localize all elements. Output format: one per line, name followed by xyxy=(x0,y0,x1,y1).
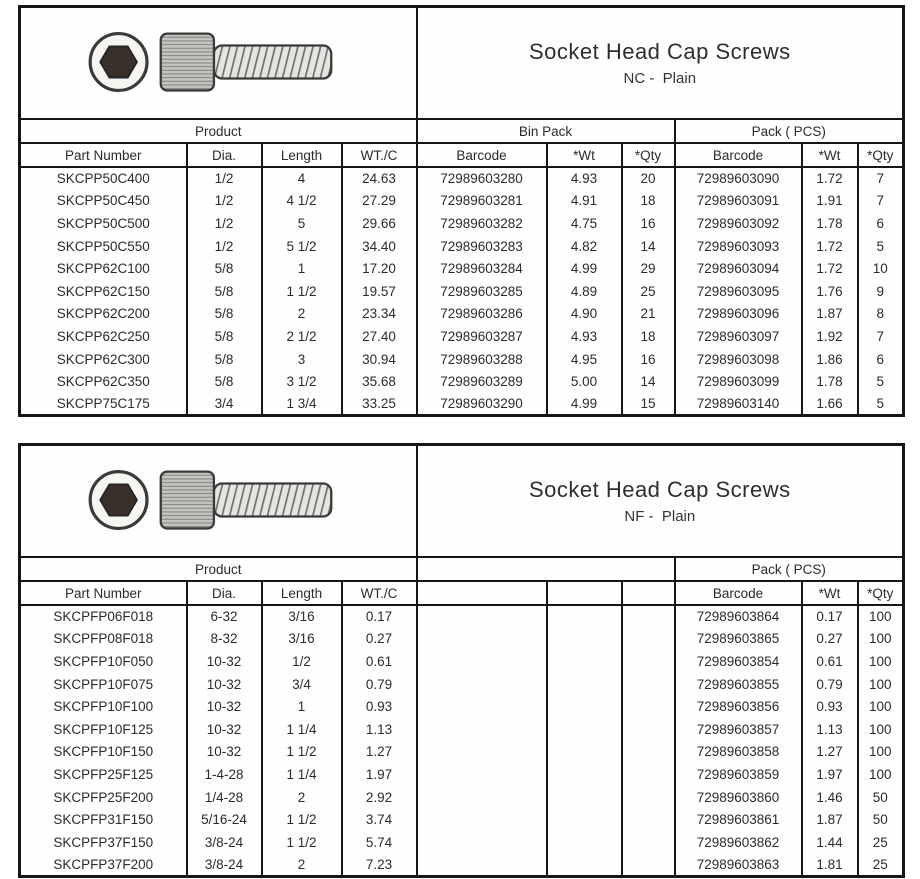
dia-cell: 10-32 xyxy=(187,718,262,741)
pack-wt-cell: 1.76 xyxy=(802,280,858,303)
table-row xyxy=(20,257,904,280)
length-cell: 2 xyxy=(262,854,342,877)
pack-wt-cell: 0.17 xyxy=(802,605,858,628)
pack-barcode-cell: 72989603860 xyxy=(675,786,802,809)
pack-barcode-cell: 72989603858 xyxy=(675,741,802,764)
col-dia: Dia. xyxy=(187,143,262,167)
group-header-row xyxy=(20,119,904,143)
pack-wt-cell: 1.27 xyxy=(802,741,858,764)
dia-cell: 1-4-28 xyxy=(187,763,262,786)
dia-cell: 5/8 xyxy=(187,257,262,280)
col-length: Length xyxy=(262,143,342,167)
dia-cell: 1/4-28 xyxy=(187,786,262,809)
dia-cell: 10-32 xyxy=(187,741,262,764)
pack-wt-cell: 1.81 xyxy=(802,854,858,877)
col-pack-barcode: Barcode xyxy=(675,581,802,605)
wtc-cell: 1.13 xyxy=(342,718,417,741)
dia-cell: 1/2 xyxy=(187,235,262,258)
pack-wt-cell: 0.79 xyxy=(802,673,858,696)
bin-qty-cell: 15 xyxy=(622,393,675,416)
dia-cell: 5/8 xyxy=(187,325,262,348)
dia-cell: 10-32 xyxy=(187,673,262,696)
pack-barcode-cell: 72989603859 xyxy=(675,763,802,786)
pack-wt-cell: 1.72 xyxy=(802,167,858,190)
screw-table-nf-plain xyxy=(18,443,905,878)
pack-qty-cell: 25 xyxy=(858,831,904,854)
bin-barcode-cell: 72989603290 xyxy=(417,393,547,416)
pack-qty-cell: 6 xyxy=(858,348,904,371)
part-number-cell: SKCPFP10F050 xyxy=(20,650,187,673)
pack-barcode-cell: 72989603098 xyxy=(675,348,802,371)
length-cell: 1 xyxy=(262,695,342,718)
bin-qty-cell: 14 xyxy=(622,235,675,258)
bin-wt-cell: 4.89 xyxy=(547,280,622,303)
part-number-cell: SKCPFP10F100 xyxy=(20,695,187,718)
bin-barcode-cell: 72989603287 xyxy=(417,325,547,348)
pack-wt-cell: 1.72 xyxy=(802,257,858,280)
length-cell: 3 xyxy=(262,348,342,371)
part-number-cell: SKCPFP31F150 xyxy=(20,808,187,831)
column-header-row xyxy=(20,143,904,167)
wtc-cell: 5.74 xyxy=(342,831,417,854)
pack-wt-cell: 1.92 xyxy=(802,325,858,348)
pack-qty-cell: 100 xyxy=(858,628,904,651)
wtc-cell: 27.40 xyxy=(342,325,417,348)
bin-wt-cell xyxy=(547,605,622,876)
wtc-cell: 2.92 xyxy=(342,786,417,809)
col-pack-wt: *Wt xyxy=(802,143,858,167)
length-cell: 1 xyxy=(262,257,342,280)
bin-wt-cell: 4.91 xyxy=(547,190,622,213)
dia-cell: 8-32 xyxy=(187,628,262,651)
part-number-cell: SKCPFP08F018 xyxy=(20,628,187,651)
pack-barcode-cell: 72989603094 xyxy=(675,257,802,280)
part-number-cell: SKCPP75C175 xyxy=(20,393,187,416)
pack-barcode-cell: 72989603857 xyxy=(675,718,802,741)
pack-wt-cell: 1.78 xyxy=(802,370,858,393)
part-number-cell: SKCPP50C400 xyxy=(20,167,187,190)
wtc-cell: 30.94 xyxy=(342,348,417,371)
col-part-number: Part Number xyxy=(20,143,187,167)
wtc-cell: 17.20 xyxy=(342,257,417,280)
pack-qty-cell: 7 xyxy=(858,190,904,213)
col-bin-qty: *Qty xyxy=(622,143,675,167)
dia-cell: 3/8-24 xyxy=(187,831,262,854)
dia-cell: 6-32 xyxy=(187,605,262,628)
table-row xyxy=(20,370,904,393)
length-cell: 3/16 xyxy=(262,628,342,651)
bin-qty-cell: 25 xyxy=(622,280,675,303)
dia-cell: 5/16-24 xyxy=(187,808,262,831)
table-row xyxy=(20,190,904,213)
bin-qty-cell: 21 xyxy=(622,303,675,326)
wtc-cell: 0.93 xyxy=(342,695,417,718)
wtc-cell: 27.29 xyxy=(342,190,417,213)
col-wtc: WT./C xyxy=(342,143,417,167)
table-row xyxy=(20,235,904,258)
pack-qty-cell: 6 xyxy=(858,212,904,235)
length-cell: 4 1/2 xyxy=(262,190,342,213)
table-subtitle: NF - Plain xyxy=(624,508,696,526)
group-product: Product xyxy=(20,557,417,581)
part-number-cell: SKCPFP10F150 xyxy=(20,741,187,764)
table-title: Socket Head Cap Screws xyxy=(528,477,791,503)
bin-wt-cell: 4.99 xyxy=(547,393,622,416)
col-bin-qty-empty xyxy=(622,581,675,605)
bin-qty-cell xyxy=(622,605,675,876)
bin-wt-cell: 4.75 xyxy=(547,212,622,235)
pack-barcode-cell: 72989603855 xyxy=(675,673,802,696)
col-bin-barcode: Barcode xyxy=(417,143,547,167)
part-number-cell: SKCPFP25F200 xyxy=(20,786,187,809)
dia-cell: 3/8-24 xyxy=(187,854,262,877)
pack-wt-cell: 1.91 xyxy=(802,190,858,213)
pack-wt-cell: 1.87 xyxy=(802,303,858,326)
col-pack-barcode: Barcode xyxy=(675,143,802,167)
pack-qty-cell: 5 xyxy=(858,235,904,258)
bin-qty-cell: 29 xyxy=(622,257,675,280)
pack-qty-cell: 50 xyxy=(858,808,904,831)
pack-barcode-cell: 72989603095 xyxy=(675,280,802,303)
part-number-cell: SKCPP62C200 xyxy=(20,303,187,326)
table-header xyxy=(417,445,904,558)
part-number-cell: SKCPFP06F018 xyxy=(20,605,187,628)
bin-wt-cell: 4.93 xyxy=(547,167,622,190)
table-subtitle: NC - Plain xyxy=(623,70,697,87)
pack-qty-cell: 7 xyxy=(858,325,904,348)
length-cell: 2 xyxy=(262,786,342,809)
wtc-cell: 34.40 xyxy=(342,235,417,258)
pack-wt-cell: 1.46 xyxy=(802,786,858,809)
wtc-cell: 1.97 xyxy=(342,763,417,786)
bin-qty-cell: 16 xyxy=(622,348,675,371)
part-number-cell: SKCPP62C150 xyxy=(20,280,187,303)
dia-cell: 5/8 xyxy=(187,280,262,303)
table-row xyxy=(20,280,904,303)
bin-qty-cell: 14 xyxy=(622,370,675,393)
table-row xyxy=(20,325,904,348)
product-image-cell xyxy=(20,7,417,120)
pack-qty-cell: 100 xyxy=(858,673,904,696)
bin-barcode-cell: 72989603286 xyxy=(417,303,547,326)
socket-head-cap-screw-icon xyxy=(76,18,361,106)
col-length: Length xyxy=(262,581,342,605)
length-cell: 2 xyxy=(262,303,342,326)
group-pack-pcs: Pack ( PCS) xyxy=(675,557,904,581)
length-cell: 4 xyxy=(262,167,342,190)
pack-wt-cell: 1.97 xyxy=(802,763,858,786)
table-header xyxy=(417,7,904,120)
pack-wt-cell: 1.72 xyxy=(802,235,858,258)
pack-barcode-cell: 72989603864 xyxy=(675,605,802,628)
col-bin-barcode-empty xyxy=(417,581,547,605)
pack-qty-cell: 8 xyxy=(858,303,904,326)
wtc-cell: 0.61 xyxy=(342,650,417,673)
part-number-cell: SKCPP62C100 xyxy=(20,257,187,280)
length-cell: 5 1/2 xyxy=(262,235,342,258)
part-number-cell: SKCPP62C350 xyxy=(20,370,187,393)
pack-qty-cell: 50 xyxy=(858,786,904,809)
pack-barcode-cell: 72989603863 xyxy=(675,854,802,877)
pack-qty-cell: 100 xyxy=(858,605,904,628)
screw-table-nc-plain xyxy=(18,5,905,417)
pack-wt-cell: 0.27 xyxy=(802,628,858,651)
bin-qty-cell: 16 xyxy=(622,212,675,235)
dia-cell: 10-32 xyxy=(187,650,262,673)
product-image-cell xyxy=(20,445,417,558)
bin-barcode-cell: 72989603288 xyxy=(417,348,547,371)
group-bin-pack: Bin Pack xyxy=(417,119,675,143)
wtc-cell: 35.68 xyxy=(342,370,417,393)
bin-barcode-cell: 72989603284 xyxy=(417,257,547,280)
wtc-cell: 7.23 xyxy=(342,854,417,877)
table-row xyxy=(20,605,904,628)
length-cell: 2 1/2 xyxy=(262,325,342,348)
group-pack-pcs: Pack ( PCS) xyxy=(675,119,904,143)
pack-barcode-cell: 72989603097 xyxy=(675,325,802,348)
pack-qty-cell: 100 xyxy=(858,741,904,764)
table-row xyxy=(20,167,904,190)
dia-cell: 5/8 xyxy=(187,303,262,326)
bin-wt-cell: 4.90 xyxy=(547,303,622,326)
bin-wt-cell: 4.82 xyxy=(547,235,622,258)
pack-qty-cell: 100 xyxy=(858,763,904,786)
part-number-cell: SKCPP62C250 xyxy=(20,325,187,348)
col-dia: Dia. xyxy=(187,581,262,605)
bin-barcode-cell: 72989603283 xyxy=(417,235,547,258)
pack-barcode-cell: 72989603090 xyxy=(675,167,802,190)
length-cell: 1 1/4 xyxy=(262,718,342,741)
pack-qty-cell: 100 xyxy=(858,718,904,741)
col-pack-qty: *Qty xyxy=(858,581,904,605)
bin-barcode-cell: 72989603289 xyxy=(417,370,547,393)
wtc-cell: 3.74 xyxy=(342,808,417,831)
pack-barcode-cell: 72989603856 xyxy=(675,695,802,718)
pack-qty-cell: 5 xyxy=(858,370,904,393)
wtc-cell: 23.34 xyxy=(342,303,417,326)
header-band xyxy=(20,7,904,120)
dia-cell: 5/8 xyxy=(187,348,262,371)
part-number-cell: SKCPP50C450 xyxy=(20,190,187,213)
group-product: Product xyxy=(20,119,417,143)
length-cell: 1 3/4 xyxy=(262,393,342,416)
wtc-cell: 19.57 xyxy=(342,280,417,303)
bin-barcode-cell: 72989603281 xyxy=(417,190,547,213)
length-cell: 1 1/2 xyxy=(262,280,342,303)
bin-qty-cell: 18 xyxy=(622,325,675,348)
dia-cell: 1/2 xyxy=(187,167,262,190)
col-pack-qty: *Qty xyxy=(858,143,904,167)
group-header-row xyxy=(20,557,904,581)
bin-barcode-cell xyxy=(417,605,547,876)
length-cell: 1 1/4 xyxy=(262,763,342,786)
part-number-cell: SKCPP62C300 xyxy=(20,348,187,371)
pack-qty-cell: 10 xyxy=(858,257,904,280)
pack-qty-cell: 5 xyxy=(858,393,904,416)
wtc-cell: 29.66 xyxy=(342,212,417,235)
pack-qty-cell: 25 xyxy=(858,854,904,877)
pack-barcode-cell: 72989603854 xyxy=(675,650,802,673)
pack-wt-cell: 0.93 xyxy=(802,695,858,718)
length-cell: 1 1/2 xyxy=(262,831,342,854)
part-number-cell: SKCPFP37F200 xyxy=(20,854,187,877)
pack-barcode-cell: 72989603140 xyxy=(675,393,802,416)
length-cell: 3/16 xyxy=(262,605,342,628)
pack-wt-cell: 1.44 xyxy=(802,831,858,854)
pack-wt-cell: 0.61 xyxy=(802,650,858,673)
pack-barcode-cell: 72989603862 xyxy=(675,831,802,854)
pack-barcode-cell: 72989603099 xyxy=(675,370,802,393)
pack-qty-cell: 7 xyxy=(858,167,904,190)
bin-wt-cell: 5.00 xyxy=(547,370,622,393)
wtc-cell: 33.25 xyxy=(342,393,417,416)
col-part-number: Part Number xyxy=(20,581,187,605)
bin-wt-cell: 4.95 xyxy=(547,348,622,371)
table-gap xyxy=(18,417,920,443)
pack-wt-cell: 1.13 xyxy=(802,718,858,741)
part-number-cell: SKCPFP25F125 xyxy=(20,763,187,786)
dia-cell: 1/2 xyxy=(187,212,262,235)
pack-barcode-cell: 72989603093 xyxy=(675,235,802,258)
table-row xyxy=(20,212,904,235)
length-cell: 1 1/2 xyxy=(262,808,342,831)
bin-barcode-cell: 72989603280 xyxy=(417,167,547,190)
pack-barcode-cell: 72989603091 xyxy=(675,190,802,213)
bin-wt-cell: 4.93 xyxy=(547,325,622,348)
table-row xyxy=(20,393,904,416)
header-band xyxy=(20,445,904,558)
part-number-cell: SKCPFP10F075 xyxy=(20,673,187,696)
pack-barcode-cell: 72989603861 xyxy=(675,808,802,831)
part-number-cell: SKCPFP37F150 xyxy=(20,831,187,854)
length-cell: 5 xyxy=(262,212,342,235)
pack-wt-cell: 1.78 xyxy=(802,212,858,235)
dia-cell: 5/8 xyxy=(187,370,262,393)
pack-barcode-cell: 72989603865 xyxy=(675,628,802,651)
wtc-cell: 24.63 xyxy=(342,167,417,190)
table-row xyxy=(20,348,904,371)
part-number-cell: SKCPP50C500 xyxy=(20,212,187,235)
dia-cell: 1/2 xyxy=(187,190,262,213)
bin-barcode-cell: 72989603282 xyxy=(417,212,547,235)
pack-barcode-cell: 72989603096 xyxy=(675,303,802,326)
col-wtc: WT./C xyxy=(342,581,417,605)
part-number-cell: SKCPFP10F125 xyxy=(20,718,187,741)
wtc-cell: 0.27 xyxy=(342,628,417,651)
length-cell: 1/2 xyxy=(262,650,342,673)
wtc-cell: 0.17 xyxy=(342,605,417,628)
socket-head-cap-screw-icon xyxy=(76,456,361,544)
pack-wt-cell: 1.87 xyxy=(802,808,858,831)
column-header-row xyxy=(20,581,904,605)
dia-cell: 10-32 xyxy=(187,695,262,718)
wtc-cell: 1.27 xyxy=(342,741,417,764)
col-pack-wt: *Wt xyxy=(802,581,858,605)
col-bin-wt: *Wt xyxy=(547,143,622,167)
bin-qty-cell: 20 xyxy=(622,167,675,190)
dia-cell: 3/4 xyxy=(187,393,262,416)
length-cell: 3 1/2 xyxy=(262,370,342,393)
pack-qty-cell: 100 xyxy=(858,695,904,718)
table-title: Socket Head Cap Screws xyxy=(528,39,791,64)
pack-qty-cell: 9 xyxy=(858,280,904,303)
pack-wt-cell: 1.66 xyxy=(802,393,858,416)
pack-barcode-cell: 72989603092 xyxy=(675,212,802,235)
bin-barcode-cell: 72989603285 xyxy=(417,280,547,303)
length-cell: 1 1/2 xyxy=(262,741,342,764)
length-cell: 3/4 xyxy=(262,673,342,696)
pack-qty-cell: 100 xyxy=(858,650,904,673)
part-number-cell: SKCPP50C550 xyxy=(20,235,187,258)
group-bin-pack-empty xyxy=(417,557,675,581)
bin-wt-cell: 4.99 xyxy=(547,257,622,280)
table-row xyxy=(20,303,904,326)
col-bin-wt-empty xyxy=(547,581,622,605)
wtc-cell: 0.79 xyxy=(342,673,417,696)
pack-wt-cell: 1.86 xyxy=(802,348,858,371)
bin-qty-cell: 18 xyxy=(622,190,675,213)
